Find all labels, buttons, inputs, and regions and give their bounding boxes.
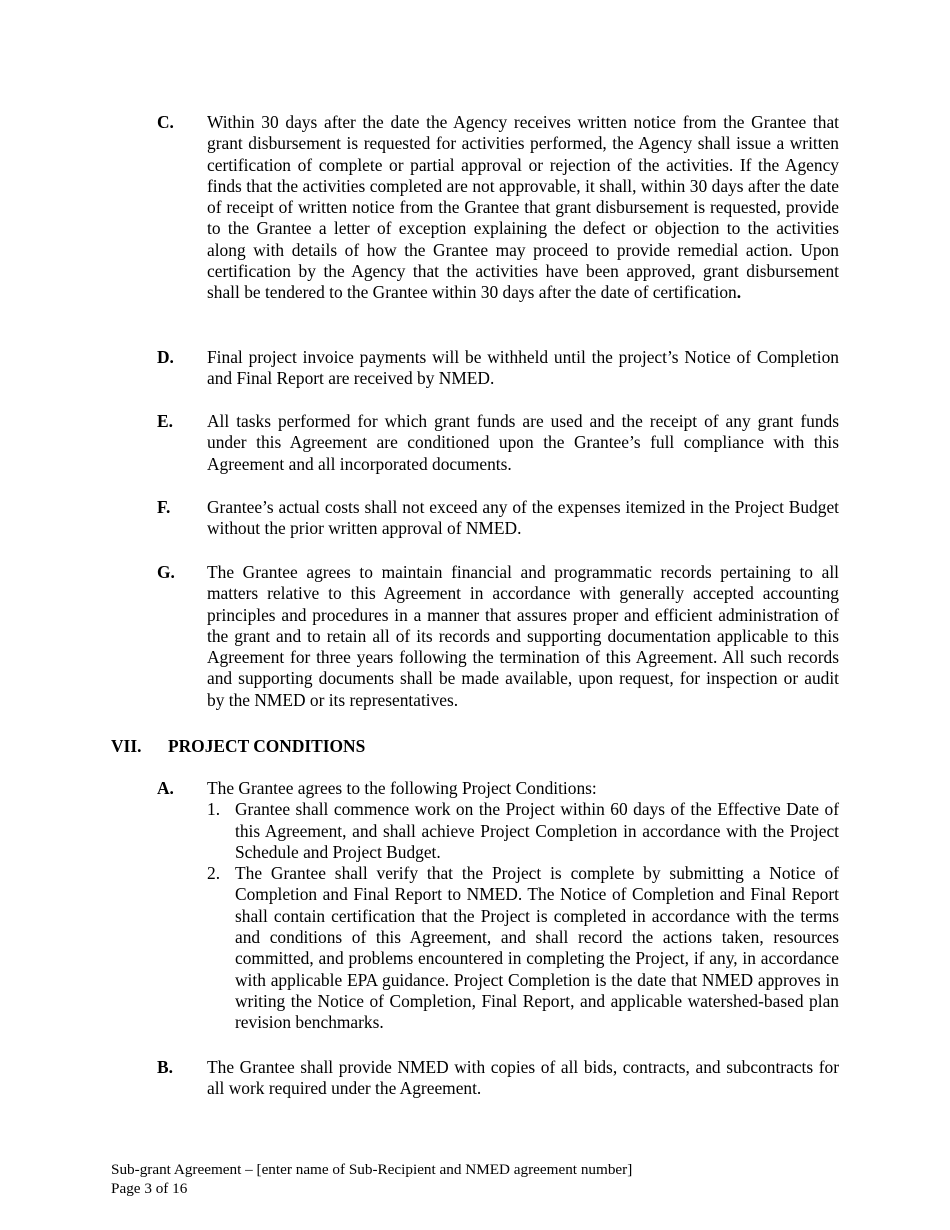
item-text: All tasks performed for which grant funds are used and the receipt of any grant funds under this Agreement are conditioned upon the Grantee’s full compliance with this Agreement and all incorporated documents.	[207, 411, 839, 474]
item-letter: E.	[157, 411, 173, 431]
paragraph-e	[157, 411, 839, 475]
section-heading	[111, 736, 365, 757]
item-letter: A.	[157, 778, 174, 798]
paragraph-b	[157, 1057, 839, 1100]
item-intro: The Grantee agrees to the following Project Conditions:	[207, 778, 597, 798]
paragraph-a	[157, 778, 839, 1034]
sub-item-1	[207, 799, 839, 863]
item-letter: F.	[157, 497, 171, 517]
paragraph-c	[157, 112, 839, 304]
item-text-tail: .	[736, 282, 742, 303]
footer-agreement-line: Sub-grant Agreement – [enter name of Sub-Recipient and NMED agreement number]	[111, 1161, 633, 1178]
item-text-main: Within 30 days after the date the Agency receives written notice from the Grantee that grant disbursement is requested for activities performed, the Agency shall issue a written certification of complete or partial approval or rejection of the activities. If the Agency finds that the activities completed are not approvable, it shall, within 30 days after the date of receipt of written notice from the Grantee that grant disbursement is requested, provide to the Grantee a letter of exception explaining the defect or objection to the activities along with details of how the Grantee may proceed to provide remedial action. Upon certification by the Agency that the activities have been approved, grant disbursement shall be tendered to the Grantee within 30 days after the date of certification	[207, 112, 839, 303]
item-text	[207, 112, 839, 304]
item-text: The Grantee shall provide NMED with copies of all bids, contracts, and subcontracts for all work required under the Agreement.	[207, 1057, 839, 1099]
item-letter: G.	[157, 562, 175, 582]
sub-item-number: 1.	[207, 799, 221, 820]
paragraph-g	[157, 562, 839, 711]
sub-item-2	[207, 863, 839, 1033]
footer-page-number: Page 3 of 16	[111, 1180, 188, 1197]
item-text: The Grantee agrees to maintain financial and programmatic records pertaining to all matters relative to this Agreement in accordance with generally accepted accounting principles and procedures in a manner that assures proper and efficient administration of the grant and to retain all of its records and supporting documentation applicable to this Agreement for three years following the termination of this Agreement. All such records and supporting documents shall be made available, upon request, for inspection or audit by the NMED or its representatives.	[207, 562, 839, 710]
paragraph-f	[157, 497, 839, 540]
sub-item-text: The Grantee shall verify that the Project is complete by submitting a Notice of Completion and Final Report to NMED. The Notice of Completion and Final Report shall contain certification that the Project is completed in accordance with the terms and conditions of this Agreement, and shall record the actions taken, resources committed, and problems encountered in completing the Project, if any, in accordance with applicable EPA guidance. Project Completion is the date that NMED approves in writing the Notice of Completion, Final Report, and applicable watershed-based plan revision benchmarks.	[235, 863, 839, 1033]
item-letter: C.	[157, 112, 174, 132]
item-text: Grantee’s actual costs shall not exceed any of the expenses itemized in the Project Budget without the prior written approval of NMED.	[207, 497, 839, 539]
section-number: VII.	[111, 736, 142, 756]
sub-item-text: Grantee shall commence work on the Project within 60 days of the Effective Date of this Agreement, and shall achieve Project Completion in accordance with the Project Schedule and Project Budget.	[235, 799, 839, 862]
item-text: Final project invoice payments will be withheld until the project’s Notice of Completion and Final Report are received by NMED.	[207, 347, 839, 389]
item-letter: B.	[157, 1057, 173, 1077]
item-text	[207, 778, 839, 1034]
item-letter: D.	[157, 347, 174, 367]
paragraph-d	[157, 347, 839, 390]
page-footer	[111, 1160, 632, 1198]
section-title: PROJECT CONDITIONS	[168, 736, 366, 756]
sub-item-number: 2.	[207, 863, 221, 884]
